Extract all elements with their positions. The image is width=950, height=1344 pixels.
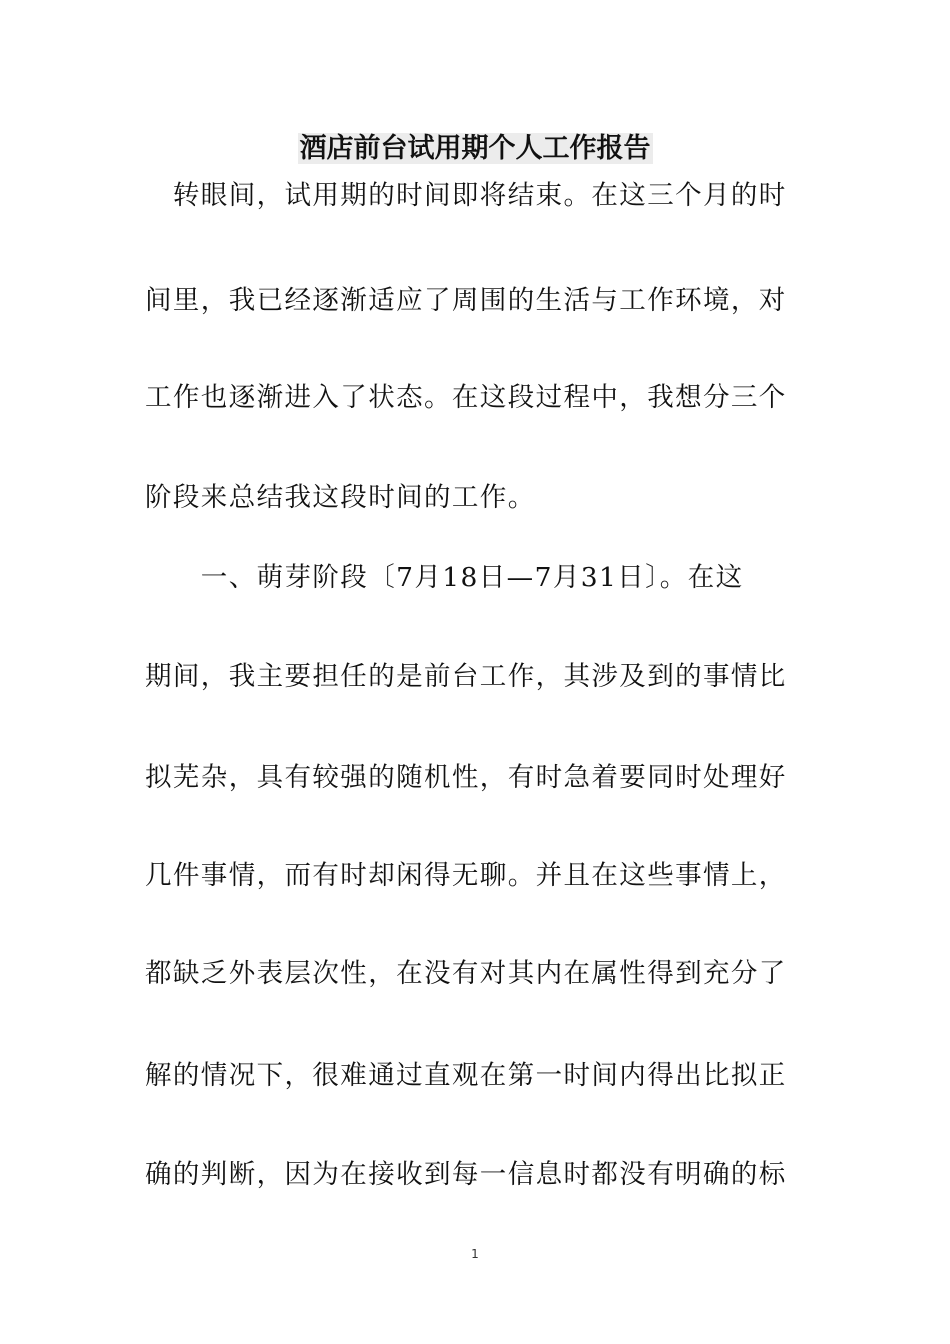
document-title: [0, 129, 950, 169]
page-number: 1: [471, 1247, 479, 1261]
paragraph-line: 期间，我主要担任的是前台工作，其涉及到的事情比: [145, 661, 787, 692]
paragraph-line: 确的判断，因为在接收到每一信息时都没有明确的标: [145, 1159, 787, 1190]
paragraph-line: 拟芜杂，具有较强的随机性，有时急着要同时处理好: [145, 762, 787, 793]
paragraph-line: 间里，我已经逐渐适应了周围的生活与工作环境，对: [145, 285, 787, 316]
paragraph-line: 几件事情，而有时却闲得无聊。并且在这些事情上，: [145, 860, 787, 891]
paragraph-line: 工作也逐渐进入了状态。在这段过程中，我想分三个: [145, 382, 787, 413]
paragraph-line: 解的情况下，很难通过直观在第一时间内得出比拟正: [145, 1060, 787, 1091]
document-title-text: 酒店前台试用期个人工作报告: [299, 133, 651, 164]
paragraph-line: 都缺乏外表层次性，在没有对其内在属性得到充分了: [145, 958, 787, 989]
paragraph-line: 阶段来总结我这段时间的工作。: [145, 482, 536, 513]
paragraph-line: 一、萌芽阶段〔7月18日—7月31日〕。在这: [145, 562, 744, 593]
paragraph-line: 转眼间，试用期的时间即将结束。在这三个月的时: [145, 180, 787, 211]
